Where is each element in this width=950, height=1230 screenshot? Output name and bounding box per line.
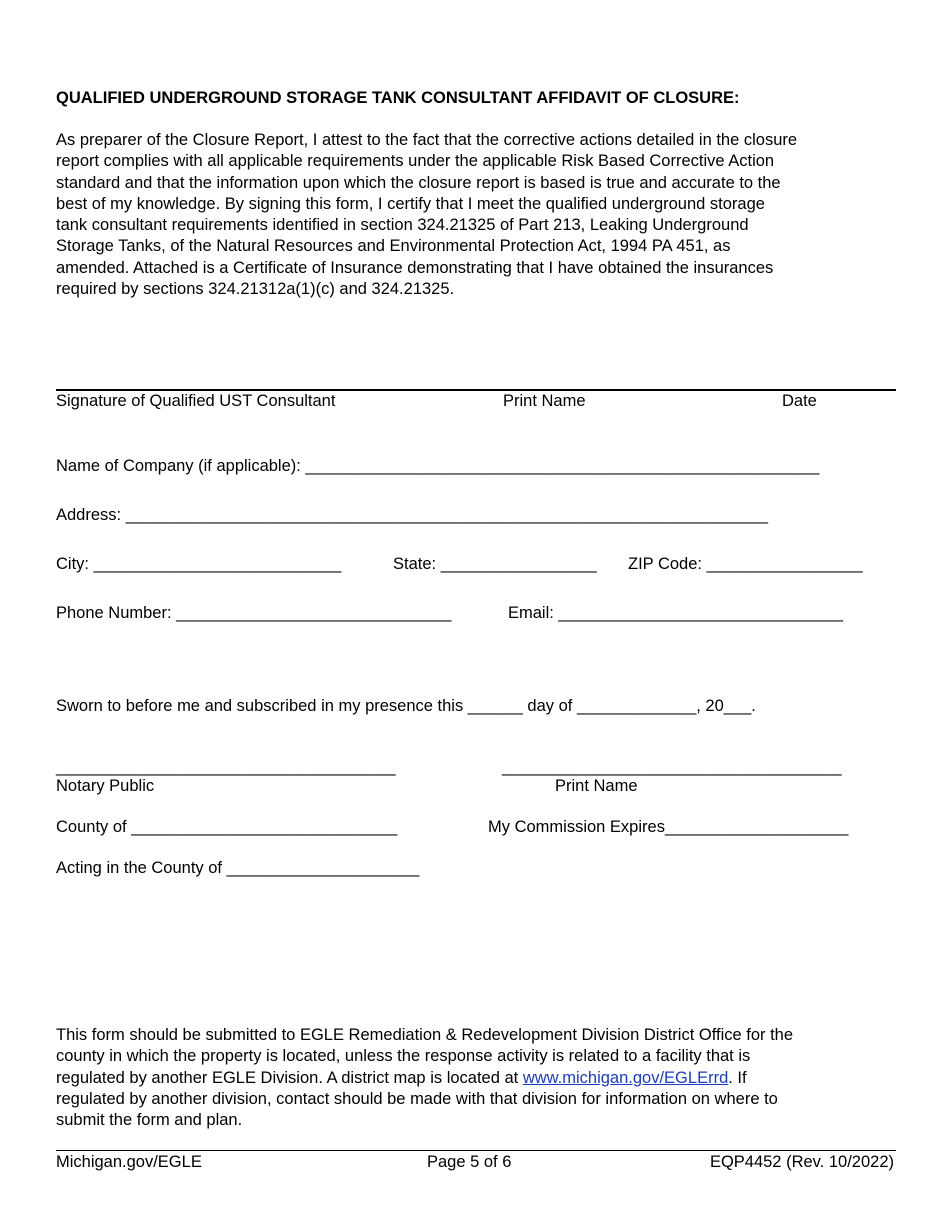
paragraph-line: standard and that the information upon which the closure report is based is true and accurate to the bbox=[56, 173, 781, 192]
footer-website: Michigan.gov/EGLE bbox=[56, 1153, 202, 1171]
date-label: Date bbox=[782, 392, 817, 410]
paragraph-line: best of my knowledge. By signing this form, I certify that I meet the qualified underground storage bbox=[56, 194, 765, 213]
notary-print-name-label: Print Name bbox=[555, 777, 638, 795]
consultant-signature-label: Signature of Qualified UST Consultant bbox=[56, 392, 336, 410]
notary-signature-line[interactable]: _____________________________________ bbox=[56, 758, 396, 776]
print-name-label: Print Name bbox=[503, 392, 586, 410]
city-field[interactable]: City: ___________________________ bbox=[56, 555, 342, 573]
instruction-text: . If bbox=[728, 1068, 747, 1087]
company-field[interactable]: Name of Company (if applicable): ________________________________________________________ bbox=[56, 457, 820, 475]
state-field[interactable]: State: _________________ bbox=[393, 555, 597, 573]
paragraph-line: required by sections 324.21312a(1)(c) and 324.21325. bbox=[56, 280, 455, 299]
signature-line[interactable] bbox=[56, 389, 896, 391]
address-field[interactable]: Address: ______________________________________________________________________ bbox=[56, 506, 769, 524]
paragraph-line: As preparer of the Closure Report, I attest to the fact that the corrective actions detailed in the closure bbox=[56, 131, 798, 149]
affidavit-paragraph bbox=[56, 130, 901, 300]
submission-instructions bbox=[56, 1025, 901, 1131]
notary-print-name-line[interactable]: _____________________________________ bbox=[502, 758, 842, 776]
commission-expires-field[interactable]: My Commission Expires____________________ bbox=[488, 818, 849, 836]
instruction-line: submit the form and plan. bbox=[56, 1111, 243, 1130]
notary-public-label: Notary Public bbox=[56, 777, 155, 795]
instruction-line bbox=[56, 1068, 901, 1089]
egle-rrd-link[interactable]: www.michigan.gov/EGLErrd bbox=[522, 1068, 729, 1087]
footer-page-number: Page 5 of 6 bbox=[427, 1153, 512, 1171]
footer-divider bbox=[56, 1150, 896, 1151]
zip-field[interactable]: ZIP Code: _________________ bbox=[628, 555, 863, 573]
instruction-line: This form should be submitted to EGLE Remediation & Redevelopment Division District Office for the bbox=[56, 1026, 794, 1044]
paragraph-line: tank consultant requirements identified in section 324.21325 of Part 213, Leaking Underground bbox=[56, 216, 749, 235]
instruction-text: regulated by another EGLE Division. A district map is located at bbox=[56, 1068, 523, 1087]
sworn-statement[interactable]: Sworn to before me and subscribed in my presence this ______ day of _____________, 20___. bbox=[56, 697, 756, 715]
email-field[interactable]: Email: _______________________________ bbox=[508, 604, 843, 622]
acting-county-field[interactable]: Acting in the County of _____________________ bbox=[56, 859, 420, 877]
paragraph-line: Storage Tanks, of the Natural Resources and Environmental Protection Act, 1994 PA 451, as bbox=[56, 237, 731, 256]
footer-form-number: EQP4452 (Rev. 10/2022) bbox=[709, 1153, 894, 1171]
county-field[interactable]: County of _____________________________ bbox=[56, 818, 398, 836]
instruction-line: county in which the property is located, unless the response activity is related to a facility that is bbox=[56, 1047, 751, 1066]
paragraph-line: report complies with all applicable requirements under the applicable Risk Based Corrective Action bbox=[56, 152, 775, 171]
instruction-line: regulated by another division, contact should be made with that division for information on where to bbox=[56, 1089, 778, 1108]
paragraph-line: amended. Attached is a Certificate of Insurance demonstrating that I have obtained the insurances bbox=[56, 258, 774, 277]
phone-field[interactable]: Phone Number: ______________________________ bbox=[56, 604, 452, 622]
affidavit-heading: QUALIFIED UNDERGROUND STORAGE TANK CONSULTANT AFFIDAVIT OF CLOSURE: bbox=[56, 89, 740, 107]
